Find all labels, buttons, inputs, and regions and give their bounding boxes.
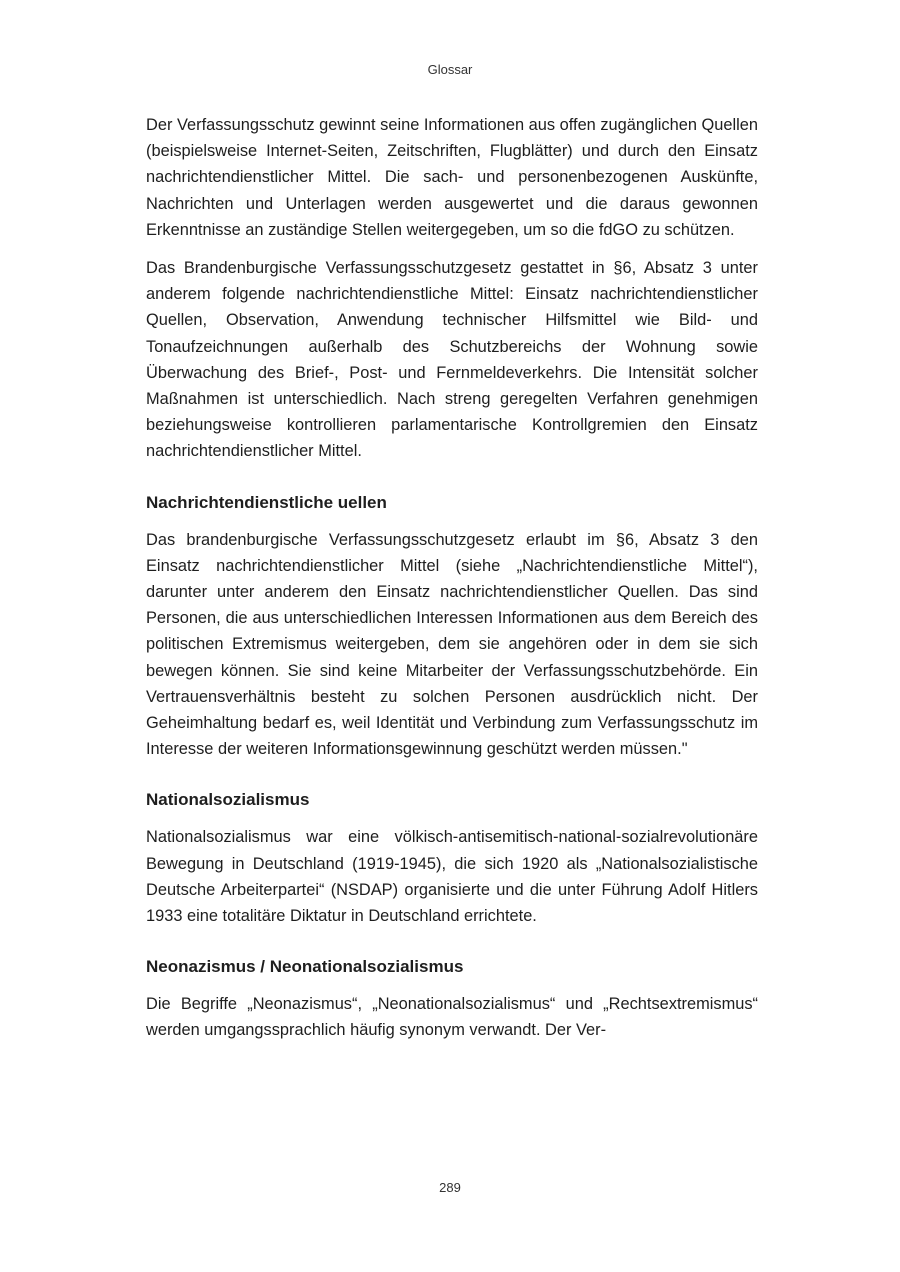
paragraph-nationalsozialismus: Nationalsozialismus war eine völkisch-antisemitisch-national-sozialrevolutionäre Bewegung in Deutschland (1919-1945), die sich 1920 als „Nationalsozialistische Deutsche Arbeiterpartei“ (NSDAP) organisierte und die unter Führung Adolf Hitlers 1933 eine totalitäre Diktatur in Deutschland errichtete. [146, 828, 758, 926]
heading-nachrichtendienstliche-quellen: Nachrichtendienstliche uellen [146, 492, 387, 512]
heading-nationalsozialismus: Nationalsozialismus [146, 790, 310, 810]
running-header: Glossar [427, 62, 473, 77]
paragraph-nachrichtendienstliche-quellen: Das brandenburgische Verfassungsschutzgesetz erlaubt im §6, Absatz 3 den Einsatz nachrichtendienstlicher Mittel (siehe „Nachrichtendienstliche Mittel“), darunter unter anderem den Einsatz nachrichtendienstlicher Quellen. Das sind Personen, die aus unterschiedlichen Interessen Informationen aus dem Bereich des politischen Extremismus weitergeben, dem sie angehören oder in dem sie sich bewegen können. Sie sind keine Mitarbeiter der Verfassungsschutzbehörde. Ein Vertrauensverhältnis besteht zu solchen Personen ausdrücklich nicht. Der Geheimhaltung bedarf es, weil Identität und Verbindung zum Verfassungsschutz im Interesse der weiteren Informationsgewinnung geschützt werden müssen." [146, 530, 758, 759]
intro-paragraph-1: Der Verfassungsschutz gewinnt seine Informationen aus offen zugänglichen Quellen (beispielsweise Internet-Seiten, Zeitschriften, Flugblätter) und durch den Einsatz nachrichtendienstlicher Mittel. Die sach- und personenbezogenen Auskünfte, Nachrichten und Unterlagen werden ausgewertet und die daraus gewonnen Erkenntnisse an zuständige Stellen weitergegeben, um so die fdGO zu schützen. [146, 116, 758, 239]
paragraph-neonazismus: Die Begriffe „Neonazismus“, „Neonationalsozialismus“ und „Rechtsextremismus“ werden umgangssprachlich häufig synonym verwandt. Der Ver- [146, 995, 758, 1040]
intro-paragraph-2: Das Brandenburgische Verfassungsschutzgesetz gestattet in §6, Absatz 3 unter anderem folgende nachrichtendienstliche Mittel: Einsatz nachrichtendienstlicher Quellen, Observation, Anwendung technischer Hilfsmittel wie Bild- und Tonaufzeichnungen außerhalb des Schutzbereichs der Wohnung sowie Überwachung des Brief-, Post- und Fernmeldeverkehrs. Die Intensität solcher Maßnahmen ist unterschiedlich. Nach streng geregelten Verfahren genehmigen beziehungsweise kontrollieren parlamentarische Kontrollgremien den Einsatz nachrichtendienstlicher Mittel. [146, 259, 758, 461]
heading-neonazismus: Neonazismus / Neonationalsozialismus [146, 957, 464, 977]
page-number: 289 [439, 1180, 461, 1195]
page-content [146, 112, 758, 1044]
